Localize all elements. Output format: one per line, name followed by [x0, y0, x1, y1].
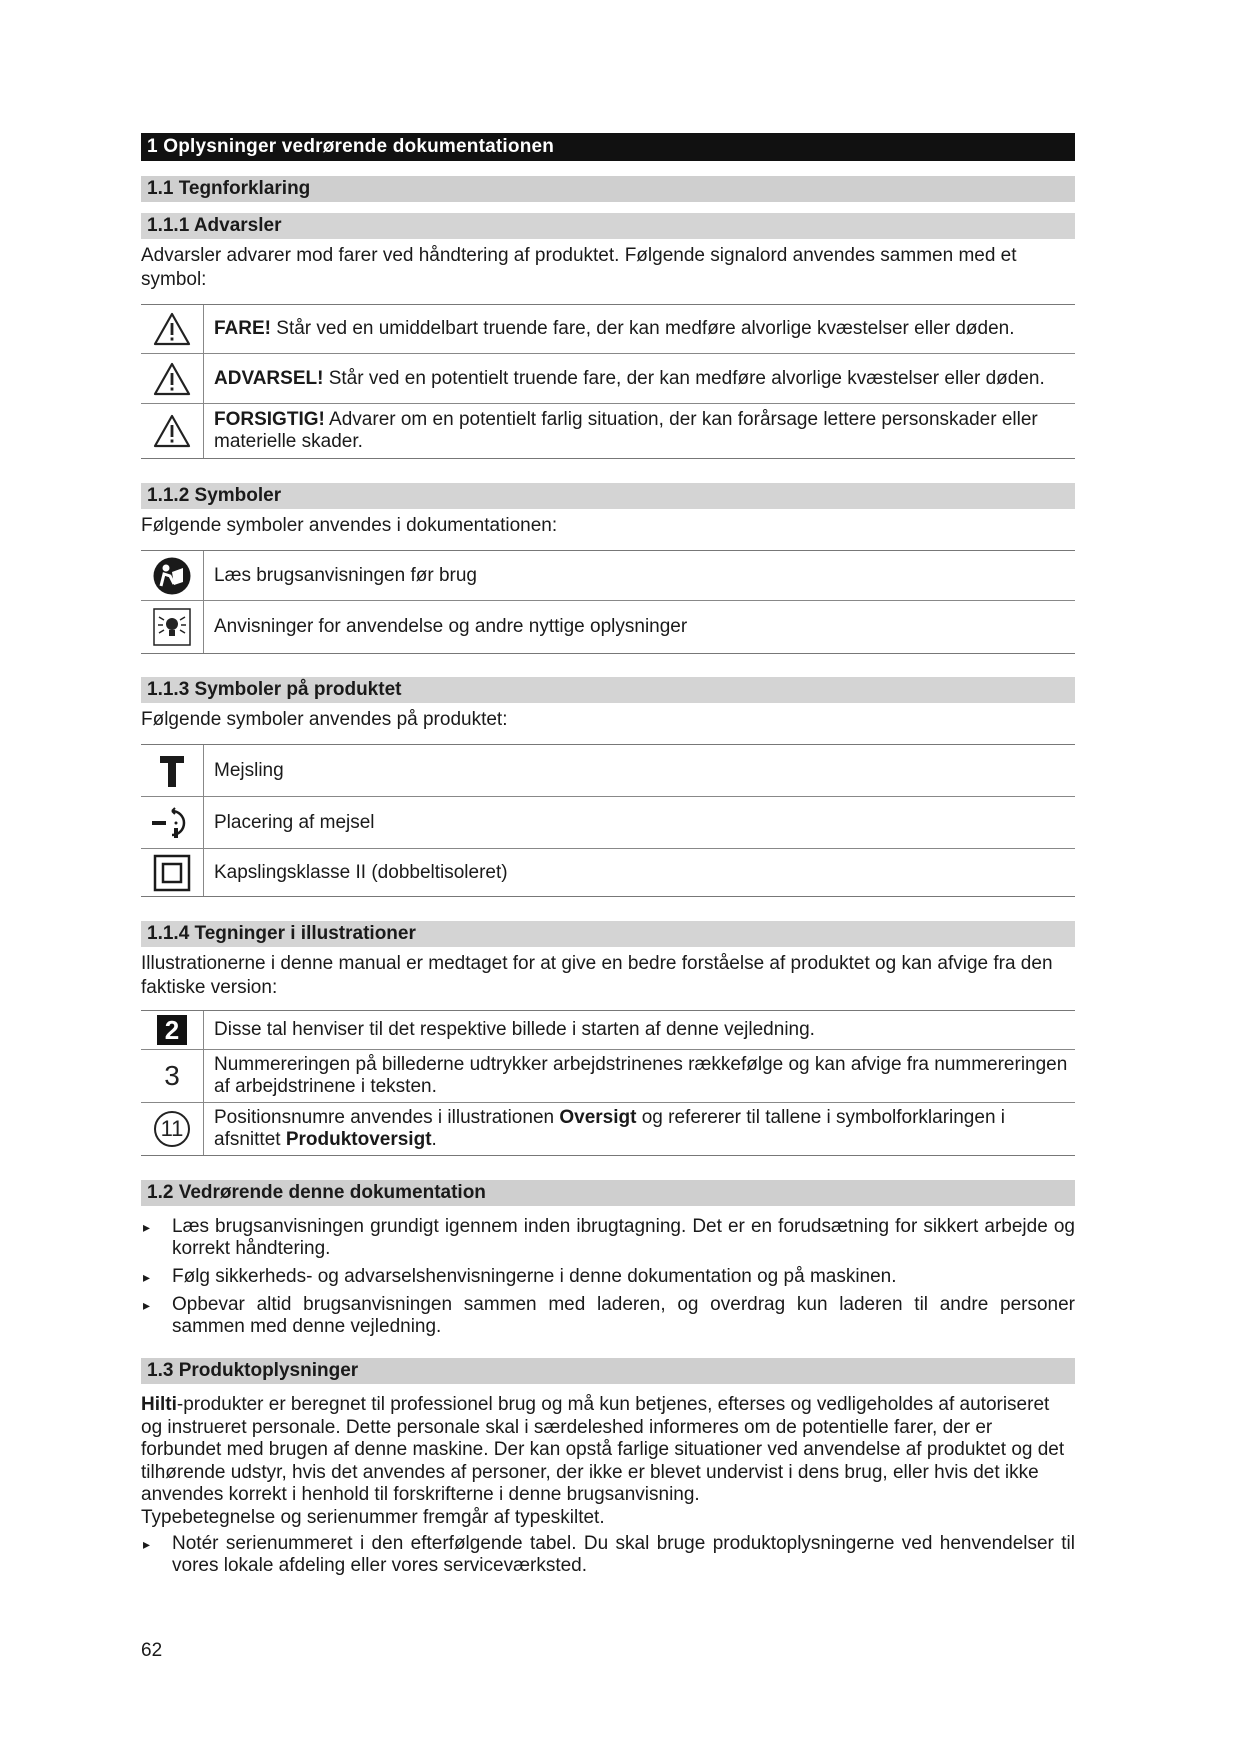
page-number: 62: [141, 1640, 163, 1661]
list-item: ▸ Notér serienummeret i den efterfølgende tabel. Du skal bruge produktoplysningerne ved henvendelser til vores lokale afdeling eller vores serviceværksted.: [141, 1533, 1075, 1577]
illustration-description: Nummereringen på billederne udtrykker arbejdstrinenes rækkefølge og kan afvige fra nummereringen af arbejdstrinene i teksten.: [214, 1054, 1068, 1097]
symbol-description: Anvisninger for anvendelse og andre nyttige oplysninger: [214, 616, 688, 637]
tip-lightbulb-icon: [141, 601, 204, 653]
table-row: [141, 403, 1075, 458]
warning-triangle-icon: [141, 305, 204, 353]
table-row: [141, 796, 1075, 848]
table-row: [141, 353, 1075, 403]
documentation-bullets: [141, 1216, 1075, 1338]
warning-triangle-icon: [141, 354, 204, 403]
chapter-heading: 1 Oplysninger vedrørende dokumentationen: [141, 133, 1075, 161]
product-symbols-table: [141, 744, 1075, 897]
table-row: [141, 1102, 1075, 1155]
section-heading-1-1-3: 1.1.3 Symboler på produktet: [141, 677, 1075, 703]
warnings-table: [141, 304, 1075, 459]
section-heading-1-1: 1.1 Tegnforklaring: [141, 176, 1075, 202]
chisel-icon: [141, 745, 204, 796]
symbols-intro: Følgende symboler anvendes i dokumentationen:: [141, 515, 558, 536]
list-item: ▸ Opbevar altid brugsanvisningen sammen med laderen, og overdrag kun laderen til andre personer sammen med denne vejledning.: [141, 1294, 1075, 1338]
table-row: [141, 1011, 1075, 1049]
section-heading-1-2: 1.2 Vedrørende denne dokumentation: [141, 1180, 1075, 1206]
section-heading-1-3: 1.3 Produktoplysninger: [141, 1358, 1075, 1384]
step-number: 3: [164, 1060, 180, 1091]
type-plate-note: Typebetegnelse og serienummer fremgår af typeskiltet.: [141, 1506, 605, 1528]
position-number: 11: [154, 1111, 190, 1147]
product-info-paragraph: Hilti-produkter er beregnet til professionel brug og må kun betjenes, efterses og vedligeholdes af autoriseret og instrueret personale. Dette personale skal i særdeleshed informeres om de potentielle farer, der er forbundet med brugen af denne maskine. Der kan opstå farlige situationer ved anvendelse af produktet og det tilhørende udstyr, hvis det anvendes af personer, der ikke er blevet undervist i dens brug, eller hvis det ikke anvendes korrekt i henhold til forskrifterne i denne brugsanvisning.: [141, 1394, 1065, 1505]
step-number-icon: [141, 1050, 204, 1102]
symbol-description: Mejsling: [214, 759, 284, 781]
warning-triangle-icon: [141, 404, 204, 458]
product-info-bullets: [141, 1533, 1075, 1577]
table-row: [141, 848, 1075, 896]
symbol-description: Kapslingsklasse II (dobbeltisoleret): [214, 861, 508, 883]
illustration-description: Positionsnumre anvendes i illustrationen Oversigt og refererer til tallene i symbolforklaringen i afsnittet Produktoversigt.: [214, 1107, 1006, 1150]
table-row: [141, 745, 1075, 796]
warnings-intro: Advarsler advarer mod farer ved håndtering af produktet. Følgende signalord anvendes sammen med et symbol:: [141, 245, 1017, 290]
position-number-icon: [141, 1103, 204, 1155]
signal-word: FORSIGTIG!: [214, 409, 325, 430]
doc-symbols-table: [141, 550, 1075, 654]
figure-number-badge: 2: [157, 1015, 187, 1045]
list-item: ▸ Læs brugsanvisningen grundigt igennem inden ibrugtagning. Det er en forudsætning for sikkert arbejde og korrekt håndtering.: [141, 1216, 1075, 1260]
section-heading-1-1-1: 1.1.1 Advarsler: [141, 213, 1075, 239]
brand-name: Hilti: [141, 1394, 177, 1415]
table-row: [141, 551, 1075, 600]
illustrations-intro: Illustrationerne i denne manual er medtaget for at give en bedre forståelse af produktet og kan afvige fra den faktiske version:: [141, 953, 1053, 998]
figure-number-icon: [141, 1011, 204, 1049]
section-heading-1-1-4: 1.1.4 Tegninger i illustrationer: [141, 921, 1075, 947]
product-symbols-intro: Følgende symboler anvendes på produktet:: [141, 709, 508, 730]
table-row: [141, 305, 1075, 353]
signal-word: ADVARSEL!: [214, 367, 324, 389]
list-item: ▸ Følg sikkerheds- og advarselshenvisningerne i denne dokumentation og på maskinen.: [141, 1266, 1075, 1288]
double-insulation-icon: [141, 849, 204, 896]
read-manual-icon: [141, 551, 204, 600]
warning-text: FARE! Står ved en umiddelbart truende fare, der kan medføre alvorlige kvæstelser eller døden.: [214, 318, 1015, 339]
warning-text: FORSIGTIG! Advarer om en potentielt farlig situation, der kan forårsage lettere personskader eller materielle skader.: [214, 409, 1038, 452]
table-row: [141, 1049, 1075, 1102]
symbol-description: Placering af mejsel: [214, 811, 375, 833]
warning-text: ADVARSEL! Står ved en potentielt truende fare, der kan medføre alvorlige kvæstelser eller døden.: [214, 367, 1045, 389]
table-row: [141, 600, 1075, 653]
symbol-description: Læs brugsanvisningen før brug: [214, 564, 477, 586]
section-heading-1-1-2: 1.1.2 Symboler: [141, 483, 1075, 509]
chisel-position-icon: [141, 797, 204, 848]
signal-word: FARE!: [214, 318, 271, 339]
illustration-description: Disse tal henviser til det respektive billede i starten af denne vejledning.: [214, 1019, 815, 1040]
document-page: [141, 133, 1075, 1583]
illustrations-table: [141, 1010, 1075, 1156]
